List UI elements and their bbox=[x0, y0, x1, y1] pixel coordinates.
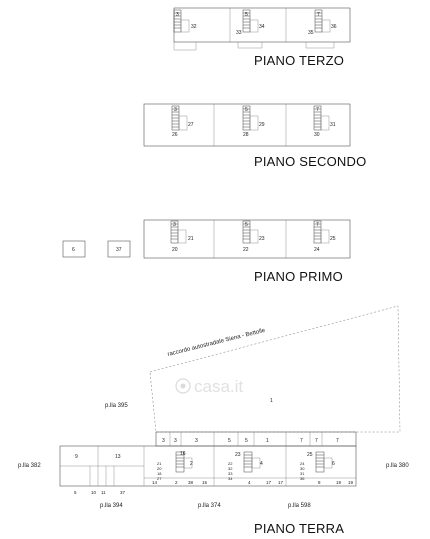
stair-number: 7 bbox=[316, 222, 319, 228]
stair-top-number: 25 bbox=[307, 452, 313, 458]
strip-number: 1 bbox=[266, 438, 269, 444]
parcel-label-south-3: p.lla 598 bbox=[288, 503, 311, 509]
road-label: raccordo autostradale Siena - Bettolle bbox=[167, 327, 266, 358]
garage-number: 5 bbox=[74, 490, 77, 495]
floor-title-primo: PIANO PRIMO bbox=[254, 269, 343, 284]
bottom-number: 17 bbox=[266, 480, 272, 485]
flat-number: 36 bbox=[331, 24, 337, 30]
stair-number: 5 bbox=[245, 12, 248, 18]
parcel-label-south-1: p.lla 394 bbox=[100, 503, 123, 509]
stair-small-number: 24 bbox=[300, 461, 305, 466]
garage-6 bbox=[63, 241, 85, 257]
parcel-label-south-2: p.lla 374 bbox=[198, 503, 221, 509]
stair-secondo-3 bbox=[314, 106, 336, 138]
strip-number: 3 bbox=[174, 438, 177, 444]
bottom-number: 19 bbox=[348, 480, 354, 485]
stair-terra-2 bbox=[228, 452, 263, 481]
stair-primo-2 bbox=[243, 221, 265, 253]
flat-number-extra: 33 bbox=[236, 30, 242, 36]
stair-secondo-2 bbox=[243, 106, 265, 138]
stair-number: 7 bbox=[317, 12, 320, 18]
stair-small-number: 34 bbox=[228, 476, 233, 481]
strip-number: 3 bbox=[162, 438, 165, 444]
garage-number: 10 bbox=[91, 490, 97, 495]
flat-number: 25 bbox=[330, 236, 336, 242]
flat-number-extra: 22 bbox=[243, 247, 249, 253]
stair-small-number: 22 bbox=[228, 461, 233, 466]
strip-number: 3 bbox=[195, 438, 198, 444]
flat-number-extra: 26 bbox=[172, 132, 178, 138]
stair-small-number: 33 bbox=[228, 471, 233, 476]
strip-number: 5 bbox=[228, 438, 231, 444]
stair-number: 3 bbox=[174, 107, 177, 113]
garage-number: 6 bbox=[72, 247, 75, 253]
watermark-text: casa.it bbox=[194, 377, 244, 396]
flat-number-extra: 20 bbox=[172, 247, 178, 253]
floor-terra-plan bbox=[18, 306, 409, 509]
stair-terra-3 bbox=[300, 452, 335, 481]
floor-title-secondo: PIANO SECONDO bbox=[254, 154, 367, 169]
stair-terzo-3 bbox=[308, 10, 337, 36]
flat-number-extra: 28 bbox=[243, 132, 249, 138]
stair-terzo-2 bbox=[236, 10, 265, 36]
block-number: 13 bbox=[115, 454, 121, 460]
stair-small-number: 18 bbox=[157, 471, 162, 476]
stair-small-number: 27 bbox=[157, 476, 162, 481]
stair-terzo-1 bbox=[174, 10, 197, 32]
stair-top-number: 23 bbox=[235, 452, 241, 458]
flat-number: 27 bbox=[188, 122, 194, 128]
floor-title-terzo: PIANO TERZO bbox=[254, 53, 345, 68]
flat-number-extra: 30 bbox=[314, 132, 320, 138]
floor-title-terra: PIANO TERRA bbox=[254, 521, 345, 536]
bottom-number: 8 bbox=[318, 480, 321, 485]
stair-right-number: 6 bbox=[332, 461, 335, 467]
bottom-number: 14 bbox=[152, 480, 158, 485]
flat-number: 31 bbox=[330, 122, 336, 128]
stair-right-number: 4 bbox=[260, 461, 263, 467]
stair-number: 5 bbox=[245, 222, 248, 228]
floor-primo-plan bbox=[63, 220, 350, 258]
garage-37 bbox=[108, 241, 130, 257]
garage-number: 11 bbox=[101, 490, 106, 495]
flat-number: 21 bbox=[188, 236, 194, 242]
flat-number: 32 bbox=[191, 24, 197, 30]
stair-number: 5 bbox=[245, 107, 248, 113]
casa-watermark bbox=[176, 377, 243, 396]
stair-small-number: 30 bbox=[300, 466, 305, 471]
stair-top-number: 16 bbox=[180, 451, 186, 457]
stair-primo-1 bbox=[171, 221, 194, 253]
flat-number: 34 bbox=[259, 24, 265, 30]
stair-secondo-1 bbox=[172, 106, 194, 138]
stair-small-number: 36 bbox=[300, 476, 305, 481]
stair-terra-1 bbox=[157, 451, 193, 481]
stair-small-number: 31 bbox=[300, 471, 305, 476]
floor-secondo-plan bbox=[144, 104, 350, 146]
flat-number-extra: 24 bbox=[314, 247, 320, 253]
yard-boundary bbox=[150, 306, 400, 432]
bottom-number: 17 bbox=[278, 480, 284, 485]
strip-number: 7 bbox=[336, 438, 339, 444]
flat-number-extra: 35 bbox=[308, 30, 314, 36]
parcel-label-north-west: p.lla 395 bbox=[105, 403, 128, 409]
parcel-label-east: p.lla 380 bbox=[386, 463, 409, 469]
stair-number: 3 bbox=[176, 12, 179, 18]
strip-number: 5 bbox=[245, 438, 248, 444]
flat-number: 23 bbox=[259, 236, 265, 242]
strip-number: 7 bbox=[315, 438, 318, 444]
bottom-number: 19 bbox=[336, 480, 342, 485]
stair-small-number: 20 bbox=[157, 466, 162, 471]
yard-number: 1 bbox=[270, 398, 273, 404]
floor-terzo-plan bbox=[174, 8, 350, 50]
stair-small-number: 32 bbox=[228, 466, 233, 471]
block-number: 9 bbox=[75, 454, 78, 460]
bottom-number: 2 bbox=[175, 480, 178, 485]
garage-number: 37 bbox=[120, 490, 126, 495]
strip-number: 7 bbox=[300, 438, 303, 444]
bottom-number: 4 bbox=[248, 480, 251, 485]
stair-small-number: 21 bbox=[157, 461, 162, 466]
garage-number: 37 bbox=[116, 247, 122, 253]
parcel-label-west: p.lla 382 bbox=[18, 463, 41, 469]
stair-number: 7 bbox=[316, 107, 319, 113]
bottom-number: 15 bbox=[202, 480, 208, 485]
stair-primo-3 bbox=[314, 221, 336, 253]
stair-right-number: 2 bbox=[190, 461, 193, 467]
stair-number: 3 bbox=[173, 222, 176, 228]
bottom-number: 38 bbox=[188, 480, 194, 485]
flat-number: 29 bbox=[259, 122, 265, 128]
